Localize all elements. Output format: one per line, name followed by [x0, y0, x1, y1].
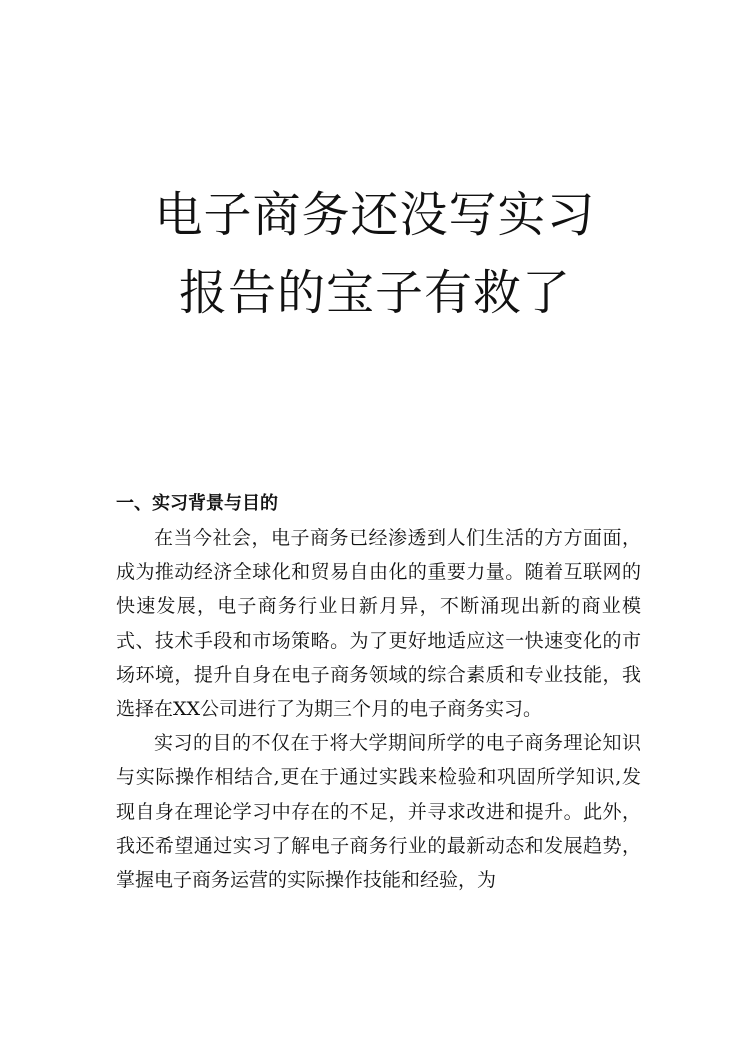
document-title: [0, 176, 750, 332]
section-heading: 一、实习背景与目的: [116, 493, 278, 514]
title-line-1: 电子商务还没写实习: [154, 187, 596, 243]
document-body: [116, 487, 641, 897]
paragraph-2: 实习的目的不仅在于将大学期间所学的电子商务理论知识与实际操作相结合,更在于通过实践来检验和巩固所学知识,发现自身在理论学习中存在的不足，并寻求改进和提升。此外，我还希望通过实习了解电子商务行业的最新动态和发展趋势，掌握电子商务运营的实际操作技能和经验，为: [116, 732, 641, 892]
title-line-2: 报告的宝子有救了: [178, 265, 571, 321]
paragraph-1: 在当今社会，电子商务已经渗透到人们生活的方方面面，成为推动经济全球化和贸易自由化的重要力量。随着互联网的快速发展，电子商务行业日新月异，不断涌现出新的商业模式、技术手段和市场策略。为了更好地适应这一快速变化的市场环境，提升自身在电子商务领域的综合素质和专业技能，我选择在XX公司进行了为期三个月的电子商务实习。: [116, 527, 641, 721]
